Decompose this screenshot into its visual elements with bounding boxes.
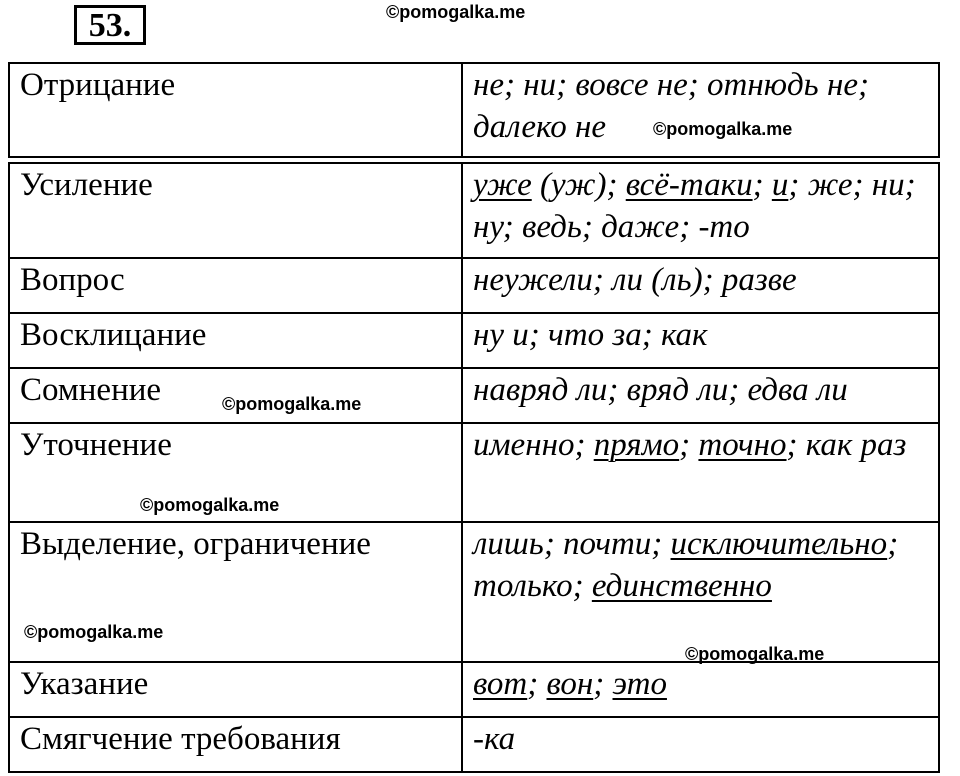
particle-category: Восклицание xyxy=(9,313,462,368)
table-row xyxy=(9,717,939,772)
particle-category: Смягчение требования xyxy=(9,717,462,772)
watermark: ©pomogalka.me xyxy=(685,644,825,664)
particle-examples: -ка xyxy=(462,717,939,772)
table-row xyxy=(9,258,939,313)
table-row xyxy=(9,163,939,258)
watermark: ©pomogalka.me xyxy=(140,495,280,515)
watermark: ©pomogalka.me xyxy=(222,394,362,414)
watermark: ©pomogalka.me xyxy=(386,2,526,22)
particle-examples: уже (уж); всё-таки; и; же; ни; ну; ведь; даже; -то xyxy=(462,163,939,258)
particle-category: Уточнение ©pomogalka.me xyxy=(9,423,462,522)
particle-category: Усиление xyxy=(9,163,462,258)
particle-examples: не; ни; вовсе не; отнюдь не; далеко не ©pomogalka.me xyxy=(462,63,939,157)
particle-category: Сомнение ©pomogalka.me xyxy=(9,368,462,423)
particle-category: Отрицание xyxy=(9,63,462,157)
task-number: 53. xyxy=(74,5,146,45)
particles-table-main xyxy=(8,162,940,773)
particle-examples: ну и; что за; как xyxy=(462,313,939,368)
watermark: ©pomogalka.me xyxy=(653,119,793,139)
table-row xyxy=(9,522,939,662)
table-row xyxy=(9,423,939,522)
particle-examples: навряд ли; вряд ли; едва ли xyxy=(462,368,939,423)
table-row xyxy=(9,368,939,423)
particle-examples: лишь; почти; исключительно; только; единственно ©pomogalka.me xyxy=(462,522,939,662)
particle-examples: именно; прямо; точно; как раз xyxy=(462,423,939,522)
particle-category: Вопрос xyxy=(9,258,462,313)
table-row xyxy=(9,63,939,157)
watermark: ©pomogalka.me xyxy=(24,622,164,642)
table-row xyxy=(9,313,939,368)
particle-category: Выделение, ограничение ©pomogalka.me xyxy=(9,522,462,662)
particles-table-negation xyxy=(8,62,940,158)
particle-examples: вот; вон; это xyxy=(462,662,939,717)
particle-examples: неужели; ли (ль); разве xyxy=(462,258,939,313)
particle-category: Указание xyxy=(9,662,462,717)
